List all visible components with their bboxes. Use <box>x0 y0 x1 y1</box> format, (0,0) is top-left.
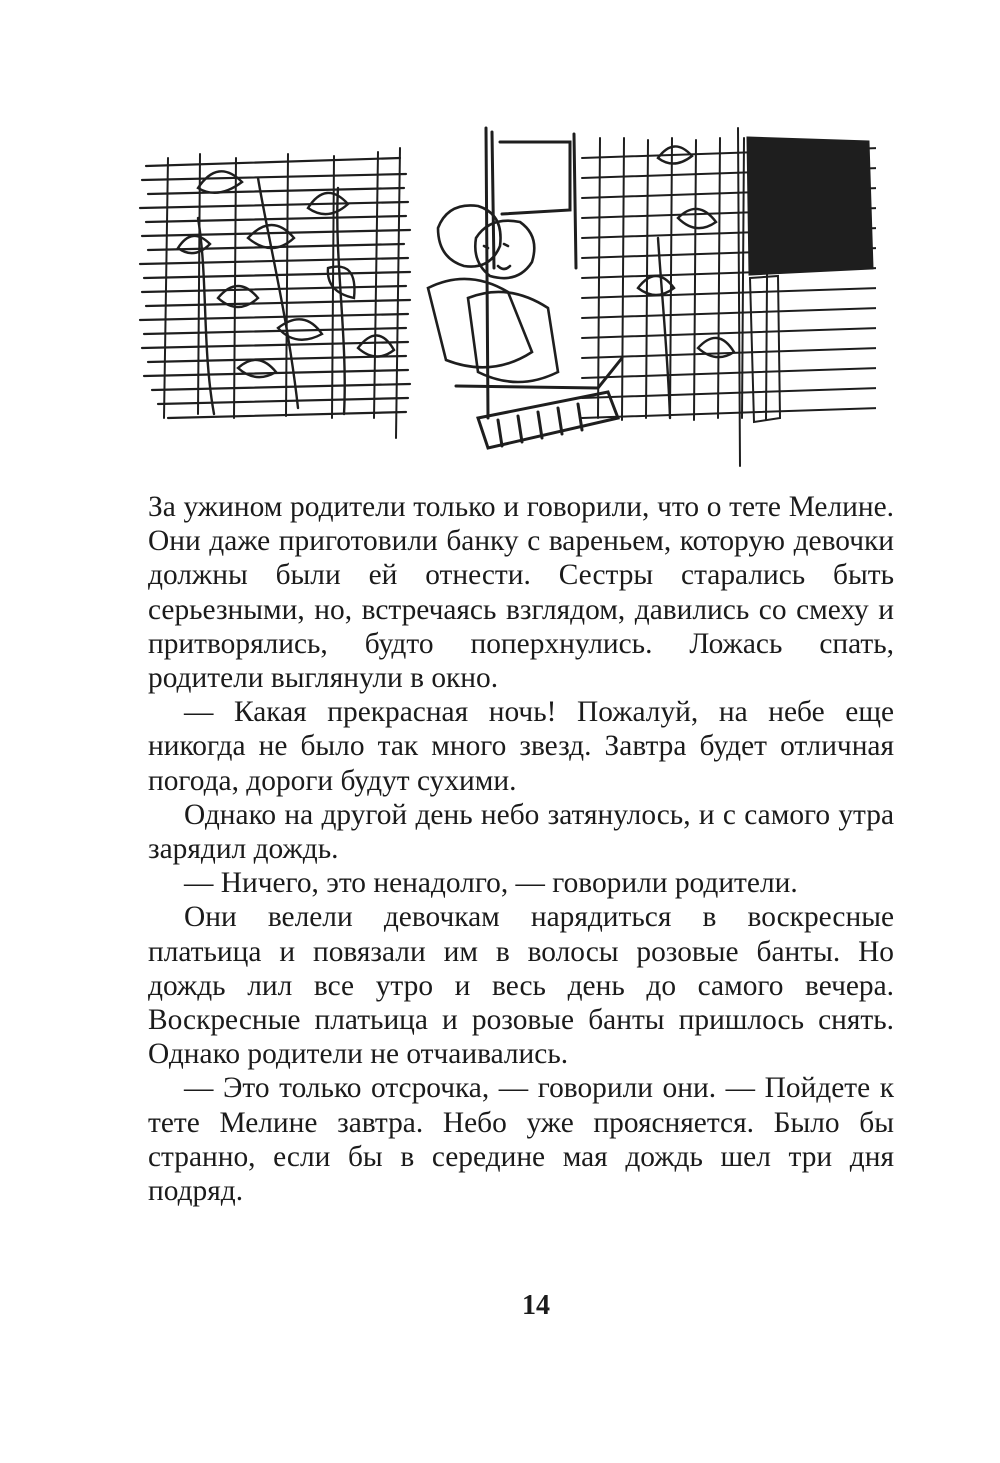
page-number: 14 <box>522 1290 550 1321</box>
illustration-drawing <box>138 118 876 474</box>
paragraph-1: За ужином родители только и говорили, что о тете Мелине. Они даже приготовили банку с вареньем, которую девочки должны были ей отнести. Сестры старались быть серьезными, но, встречаясь взглядом, давились со смеху и притворялись, будто поперхнулись. Ложась спать, родители выглянули в окно. <box>148 491 894 695</box>
story-text <box>148 490 894 1208</box>
paragraph-2: — Какая прекрасная ночь! Пожалуй, на небе еще никогда не было так много звезд. Завтра будет отличная погода, дороги будут сухими. <box>148 696 894 797</box>
paragraph-4: — Ничего, это ненадолго, — говорили родители. <box>184 867 798 900</box>
bed-pillow <box>456 358 622 448</box>
paragraph-3: Однако на другой день небо затянулось, и с самого утра зарядил дождь. <box>148 798 894 866</box>
two-girls-at-window-illustration <box>138 118 876 474</box>
left-wall-hatching <box>140 158 410 418</box>
window-frame <box>486 128 576 418</box>
paragraph-6: — Это только отсрочка, — говорили они. — Пойдете к тете Мелине завтра. Небо уже проясняется. Было бы странно, если бы в середине мая дождь шел три дня подряд. <box>148 1072 894 1208</box>
paragraph-5: Они велели девочкам нарядиться в воскресные платьица и повязали им в волосы розовые банты. Но дождь лил все утро и весь день до самого вечера. Воскресные платьица и розовые банты пришлось снять. Однако родители не отчаивались. <box>148 901 894 1071</box>
